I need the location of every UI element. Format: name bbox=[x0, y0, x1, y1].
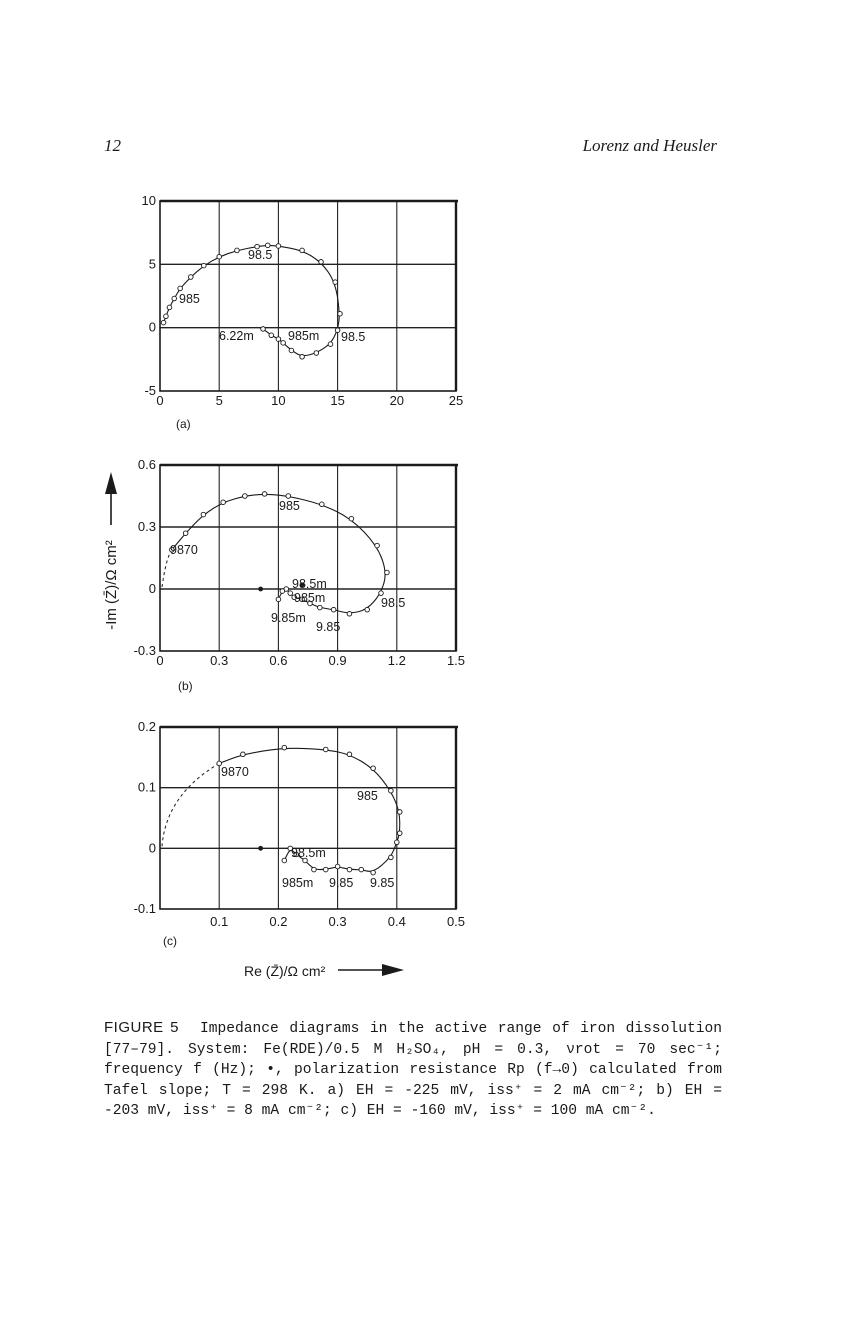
panel-c-impedance-plot bbox=[134, 719, 465, 948]
data-point bbox=[379, 591, 384, 596]
frequency-annotation: 98.5 bbox=[248, 248, 273, 262]
data-point bbox=[371, 870, 376, 875]
y-tick-label: 10 bbox=[141, 193, 156, 208]
data-point bbox=[217, 254, 222, 259]
y-tick-label: 0.2 bbox=[137, 719, 156, 734]
frequency-annotation: 98.5m bbox=[291, 846, 326, 860]
data-point bbox=[347, 612, 352, 617]
rp-filled-point bbox=[258, 587, 263, 592]
data-point bbox=[161, 320, 166, 325]
data-point bbox=[201, 512, 206, 517]
running-head: Lorenz and Heusler bbox=[582, 136, 717, 155]
data-point bbox=[221, 500, 226, 505]
y-tick-label: 0.1 bbox=[137, 779, 156, 795]
frequency-annotation: 985m bbox=[294, 591, 326, 605]
y-tick-label: 5 bbox=[148, 256, 156, 272]
data-point bbox=[300, 355, 305, 360]
data-point bbox=[333, 280, 338, 285]
data-point bbox=[319, 260, 324, 265]
frequency-annotation: 985m bbox=[288, 329, 320, 343]
data-point bbox=[281, 341, 286, 346]
data-point bbox=[188, 275, 193, 280]
data-point bbox=[276, 244, 281, 249]
y-tick-label: 0.3 bbox=[137, 519, 156, 534]
plot-frame bbox=[160, 201, 456, 391]
x-tick-label: 0.6 bbox=[269, 653, 288, 668]
data-point bbox=[202, 263, 207, 268]
data-point bbox=[397, 831, 402, 836]
x-tick-label: 1.5 bbox=[446, 653, 466, 668]
x-tick-label: 0.4 bbox=[387, 914, 406, 929]
data-point bbox=[164, 314, 169, 319]
frequency-annotation: 9.85 bbox=[370, 876, 395, 890]
frequency-annotation: 98.5 bbox=[381, 596, 406, 610]
panel-b-impedance-plot bbox=[134, 457, 465, 693]
data-point bbox=[349, 516, 354, 521]
data-point bbox=[347, 867, 352, 872]
x-tick-label: 0.9 bbox=[328, 653, 347, 668]
data-point bbox=[323, 747, 328, 752]
data-point bbox=[389, 855, 394, 860]
data-point bbox=[385, 570, 390, 575]
y-tick-label: -0.1 bbox=[133, 901, 156, 916]
data-point bbox=[286, 494, 291, 499]
x-tick-label: 0.2 bbox=[269, 914, 288, 929]
frequency-annotation: 9870 bbox=[170, 543, 198, 557]
data-point bbox=[318, 605, 323, 610]
data-point bbox=[276, 337, 281, 342]
data-point bbox=[347, 752, 352, 757]
data-point bbox=[178, 286, 183, 291]
data-point bbox=[265, 243, 270, 248]
x-tick-label: 0 bbox=[156, 653, 164, 668]
x-tick-label: 0.5 bbox=[446, 914, 466, 929]
data-point bbox=[288, 591, 293, 596]
data-point bbox=[269, 333, 274, 338]
y-tick-label: -5 bbox=[144, 383, 156, 398]
frequency-annotation: 9870 bbox=[221, 765, 249, 779]
x-tick-label: 0.1 bbox=[210, 914, 229, 929]
frequency-annotation: 985 bbox=[357, 789, 378, 803]
y-tick-label: 0.6 bbox=[137, 457, 156, 472]
y-tick-label: 0 bbox=[148, 319, 156, 335]
data-point bbox=[300, 248, 305, 253]
frequency-annotation: 985 bbox=[279, 499, 300, 513]
y-axis-label-group bbox=[103, 472, 120, 630]
data-point bbox=[312, 867, 317, 872]
x-tick-label: 5 bbox=[215, 393, 223, 408]
x-tick-label: 0.3 bbox=[210, 653, 229, 668]
x-tick-label: 0.3 bbox=[328, 914, 347, 929]
data-point bbox=[335, 328, 340, 333]
data-point bbox=[375, 543, 380, 548]
data-point bbox=[235, 248, 240, 253]
x-tick-label: 10 bbox=[271, 393, 286, 408]
y-tick-label: 0 bbox=[148, 581, 156, 596]
data-point bbox=[397, 810, 402, 815]
data-point bbox=[314, 351, 319, 356]
data-point bbox=[276, 597, 281, 602]
data-point bbox=[261, 327, 266, 332]
data-point bbox=[323, 867, 328, 872]
plot-frame bbox=[160, 465, 456, 651]
frequency-annotation: 9.85m bbox=[271, 611, 306, 625]
frequency-annotation: 98.5m bbox=[292, 577, 327, 591]
data-point bbox=[289, 348, 294, 353]
x-tick-label: 20 bbox=[389, 393, 405, 408]
caption-text: Impedance diagrams in the active range of iron dissolution [77–79]. System: Fe(RDE)/0.5 M H₂SO₄, pH = 0.3, νrot = 70 sec⁻¹; frequency f (Hz); •, polarization resistance Rp (f→0) calculated from Tafel slope; T = 298 K. a) EH = -225 mV, iss⁺ = 2 mA cm⁻²; b) EH = -203 mV, iss⁺ = 8 mA cm⁻²; c) EH = -160 mV, iss⁺ = 100 mA cm⁻². bbox=[104, 1021, 722, 1119]
frequency-annotation: 9.85 bbox=[329, 876, 354, 890]
right-arrow-icon bbox=[382, 964, 404, 976]
panel-a-impedance-plot bbox=[142, 193, 464, 431]
data-point bbox=[320, 502, 325, 507]
rp-filled-point bbox=[258, 846, 263, 851]
data-point bbox=[167, 305, 172, 310]
panel-label: (a) bbox=[176, 417, 191, 431]
frequency-annotation: 9.85 bbox=[316, 620, 341, 634]
x-tick-label: 0 bbox=[156, 393, 164, 408]
up-arrow-icon bbox=[105, 472, 117, 494]
x-axis-label-group bbox=[244, 963, 404, 979]
x-tick-label: 15 bbox=[330, 393, 345, 408]
page-number: 12 bbox=[104, 136, 121, 155]
data-point bbox=[262, 492, 267, 497]
data-point bbox=[395, 840, 400, 845]
data-point bbox=[282, 858, 287, 863]
y-axis-label: -Im (Z̄)/Ω cm² bbox=[103, 540, 120, 630]
data-point bbox=[172, 296, 177, 301]
data-point bbox=[371, 766, 376, 771]
data-point bbox=[365, 607, 370, 612]
data-point bbox=[183, 531, 188, 536]
frequency-annotation: 985m bbox=[282, 876, 314, 890]
data-point bbox=[282, 745, 287, 750]
frequency-annotation: 98.5 bbox=[341, 330, 366, 344]
data-point bbox=[335, 864, 340, 869]
data-point bbox=[338, 311, 343, 316]
data-point bbox=[389, 788, 394, 793]
frequency-annotation: 985 bbox=[179, 292, 200, 306]
y-tick-label: 0 bbox=[148, 840, 156, 856]
data-point bbox=[331, 607, 336, 612]
panel-label: (c) bbox=[163, 934, 177, 948]
y-tick-label: -0.3 bbox=[133, 643, 156, 658]
caption-label: FIGURE 5 bbox=[104, 1019, 179, 1036]
x-tick-label: 25 bbox=[448, 393, 464, 408]
frequency-annotation: 6.22m bbox=[219, 329, 254, 343]
x-axis-label: Re (Z̄)/Ω cm² bbox=[244, 963, 326, 979]
data-point bbox=[241, 752, 246, 757]
data-point bbox=[328, 342, 333, 347]
data-point bbox=[243, 494, 248, 499]
x-tick-label: 1.2 bbox=[387, 653, 406, 668]
figure-caption bbox=[104, 1018, 722, 1122]
extrapolation-curve bbox=[162, 763, 219, 846]
panel-label: (b) bbox=[178, 679, 193, 693]
data-point bbox=[280, 589, 285, 594]
data-point bbox=[359, 867, 364, 872]
